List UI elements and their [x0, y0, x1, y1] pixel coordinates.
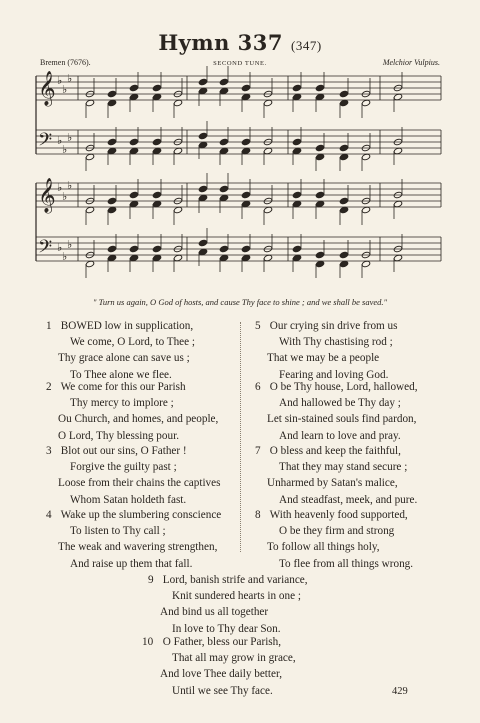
- flat-sign: ♭: [57, 181, 63, 194]
- stanza-4: [46, 507, 221, 572]
- composer-name: Melchior Vulpius.: [382, 58, 440, 67]
- note-head: [219, 245, 228, 253]
- note-head: [339, 90, 348, 98]
- stanza-number: 6: [255, 381, 261, 393]
- note-head: [129, 191, 138, 199]
- note-head: [152, 245, 161, 253]
- stanza-9: [148, 572, 308, 637]
- stanza-line: O be Thy house, Lord, hallowed,: [269, 381, 418, 393]
- stanza-line: O Father, bless our Parish,: [162, 636, 282, 648]
- bass-clef: 𝄢: [38, 237, 53, 262]
- note-head: [339, 251, 348, 259]
- stanza-number: 4: [46, 509, 52, 521]
- alt-hymn-number: (347): [291, 38, 322, 53]
- stanza-line: Lord, banish strife and variance,: [162, 574, 308, 586]
- stanza-line: We come, O Lord, to Thee ;: [70, 336, 196, 349]
- stanza-line: With heavenly food supported,: [269, 509, 408, 521]
- stanza-line: And bind us all together: [160, 606, 269, 619]
- tune-name: Bremen (7676).: [40, 58, 91, 67]
- stanza-line: Thy mercy to implore ;: [70, 397, 174, 410]
- bass-clef: 𝄢: [38, 130, 53, 155]
- flat-sign: ♭: [62, 83, 68, 96]
- note-head: [219, 185, 228, 193]
- stanza-line: And learn to love and pray.: [279, 429, 401, 442]
- stanza-8: [255, 507, 413, 572]
- note-head: [198, 78, 207, 86]
- stanza-line: Forgive the guilty past ;: [70, 461, 177, 474]
- stanza-line: To follow all things holy,: [267, 541, 380, 554]
- stanza-number: 9: [148, 574, 154, 586]
- stanza-line: Fearing and loving God.: [279, 368, 389, 381]
- stanza-5: [255, 318, 398, 383]
- stanza-line: Our crying sin drive from us: [269, 320, 398, 332]
- stanza-line: Whom Satan holdeth fast.: [70, 493, 187, 506]
- flat-sign: ♭: [57, 241, 63, 254]
- stanza-line: BOWED low in supplication,: [60, 320, 194, 332]
- stanza-line: To flee from all things wrong.: [279, 557, 414, 570]
- note-head: [198, 239, 207, 247]
- note-head: [315, 144, 324, 152]
- stanza-line: That all may grow in grace,: [172, 652, 296, 665]
- note-head: [107, 90, 116, 98]
- stanza-10: [142, 634, 296, 699]
- note-head: [315, 84, 324, 92]
- note-head: [315, 251, 324, 259]
- stanza-line: To listen to Thy call ;: [70, 525, 166, 538]
- stanza-line: Let sin-stained souls find pardon,: [267, 413, 417, 426]
- note-head: [315, 191, 324, 199]
- note-head: [339, 197, 348, 205]
- note-head: [107, 138, 116, 146]
- treble-clef: 𝄞: [38, 178, 56, 213]
- stanza-line: O be they firm and strong: [279, 525, 395, 538]
- stanza-number: 8: [255, 509, 261, 521]
- stanza-line: Wake up the slumbering conscience: [60, 509, 222, 521]
- stanza-7: [255, 443, 417, 508]
- stanza-line: To Thee alone we flee.: [70, 368, 172, 381]
- stanza-6: [255, 379, 418, 444]
- flat-sign: ♭: [62, 190, 68, 203]
- note-head: [107, 245, 116, 253]
- stanza-line: That they may stand secure ;: [279, 461, 408, 474]
- stanza-line: Blot out our sins, O Father !: [60, 445, 187, 457]
- note-head: [152, 191, 161, 199]
- stanza-line: Thy grace alone can save us ;: [58, 352, 190, 365]
- treble-clef: 𝄞: [38, 71, 56, 106]
- note-head: [241, 191, 250, 199]
- stanza-number: 2: [46, 381, 52, 393]
- stanza-line: In love to Thy dear Son.: [172, 622, 281, 635]
- note-head: [292, 84, 301, 92]
- flat-sign: ♭: [57, 74, 63, 87]
- stanza-line: O Lord, Thy blessing pour.: [58, 429, 179, 442]
- stanza-line: And steadfast, meek, and pure.: [279, 493, 418, 506]
- flat-sign: ♭: [57, 134, 63, 147]
- stanza-line: Until we see Thy face.: [172, 684, 273, 697]
- flat-sign: ♭: [62, 143, 68, 156]
- note-head: [129, 138, 138, 146]
- stanza-line: With Thy chastising rod ;: [279, 336, 393, 349]
- note-head: [129, 245, 138, 253]
- note-head: [292, 245, 301, 253]
- stanza-line: O bless and keep the faithful,: [269, 445, 401, 457]
- note-head: [241, 245, 250, 253]
- stanza-line: Ou Church, and homes, and people,: [58, 413, 219, 426]
- note-head: [219, 78, 228, 86]
- flat-sign: ♭: [67, 72, 73, 85]
- stanza-line: The weak and wavering strengthen,: [58, 541, 218, 554]
- note-head: [241, 84, 250, 92]
- note-head: [107, 197, 116, 205]
- stanza-number: 3: [46, 445, 52, 457]
- stanza-1: [46, 318, 195, 383]
- stanza-line: Unharmed by Satan's malice,: [267, 477, 398, 490]
- note-head: [198, 132, 207, 140]
- stanza-line: That we may be a people: [267, 352, 380, 365]
- stanza-2: [46, 379, 218, 444]
- note-head: [129, 84, 138, 92]
- hymn-number-heading: Hymn 337: [158, 30, 283, 55]
- stanza-number: 1: [46, 320, 52, 332]
- note-head: [292, 191, 301, 199]
- note-head: [292, 138, 301, 146]
- note-head: [152, 138, 161, 146]
- page-number: 429: [392, 686, 408, 697]
- stanza-line: Loose from their chains the captives: [58, 477, 221, 490]
- note-head: [152, 84, 161, 92]
- stanza-line: And hallowed be Thy day ;: [279, 397, 401, 410]
- stanza-3: [46, 443, 220, 508]
- note-head: [219, 138, 228, 146]
- flat-sign: ♭: [62, 250, 68, 263]
- music-score: [0, 0, 480, 290]
- stanza-number: 10: [142, 636, 154, 648]
- epigraph: " Turn us again, O God of hosts, and cause Thy face to shine ; and we shall be saved.": [92, 297, 388, 307]
- stanza-number: 5: [255, 320, 261, 332]
- tune-note: SECOND TUNE.: [213, 60, 267, 67]
- note-head: [339, 144, 348, 152]
- stanza-line: And love Thee daily better,: [160, 668, 283, 681]
- flat-sign: ♭: [67, 238, 73, 251]
- stanza-line: And raise up them that fall.: [70, 557, 193, 570]
- note-head: [198, 185, 207, 193]
- note-head: [241, 138, 250, 146]
- flat-sign: ♭: [67, 131, 73, 144]
- stanza-number: 7: [255, 445, 261, 457]
- stanza-line: We come for this our Parish: [60, 381, 186, 393]
- stanza-line: Knit sundered hearts in one ;: [172, 590, 301, 603]
- flat-sign: ♭: [67, 179, 73, 192]
- column-divider: [240, 322, 241, 552]
